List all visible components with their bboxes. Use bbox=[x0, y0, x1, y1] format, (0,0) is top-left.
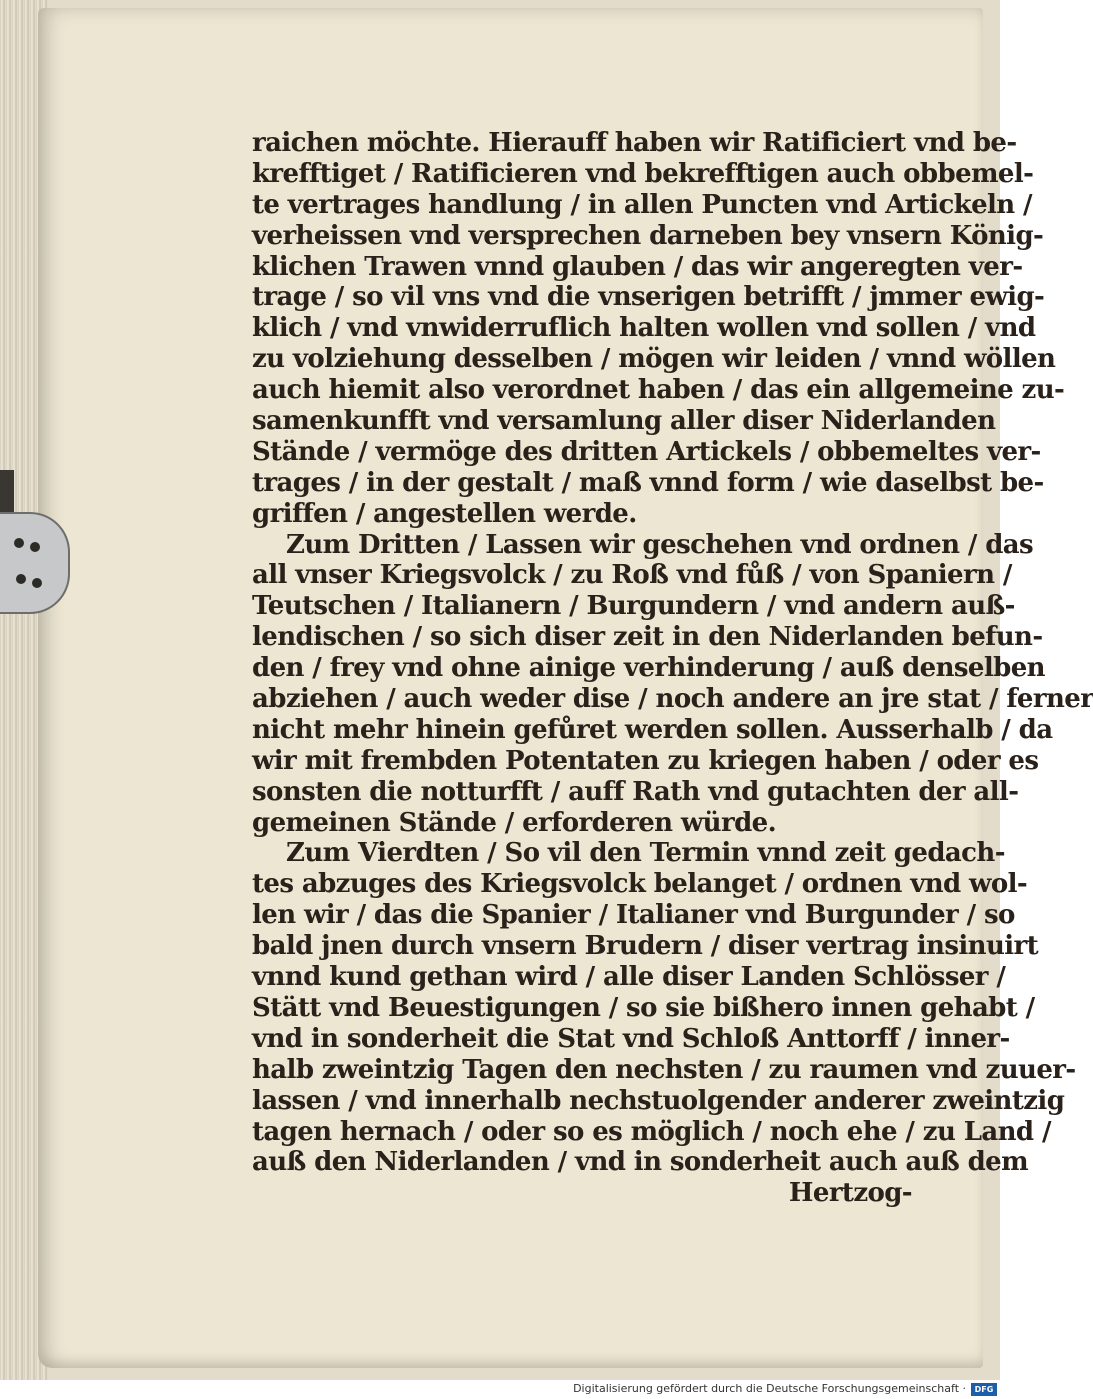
text-line: den / frey vnd ohne ainige verhinderung / auß denselben bbox=[252, 653, 1045, 684]
text-line: bald jnen durch vnsern Brudern / diser vertrag insinuirt bbox=[252, 931, 1039, 962]
text-line: nicht mehr hinein gefůret werden sollen. Ausserhalb / da bbox=[252, 714, 1053, 745]
clasp-rivet bbox=[30, 542, 40, 552]
text-line: zu volziehung desselben / mögen wir leiden / vnnd wöllen bbox=[252, 344, 1056, 375]
catchword: Hertzog- bbox=[788, 1178, 912, 1209]
text-line: Stände / vermöge des dritten Artickels / obbemeltes ver- bbox=[252, 436, 1041, 467]
text-line: vnd in sonderheit die Stat vnd Schloß Anttorff / inner- bbox=[252, 1023, 1010, 1054]
text-line: len wir / das die Spanier / Italianer vnd Burgunder / so bbox=[252, 900, 1015, 931]
body-text bbox=[252, 128, 1093, 1209]
paragraph-start-line: Zum Vierdten / So vil den Termin vnnd zeit gedach- bbox=[286, 838, 1005, 869]
clasp-rivet bbox=[32, 578, 42, 588]
text-line: trages / in der gestalt / maß vnnd form / wie daselbst be- bbox=[252, 467, 1044, 498]
text-line: krefftiget / Ratificieren vnd bekrefftigen auch obbemel- bbox=[252, 158, 1034, 189]
text-line: halb zweintzig Tagen den nechsten / zu raumen vnd zuuer- bbox=[252, 1054, 1076, 1085]
text-line: auch hiemit also verordnet haben / das ein allgemeine zu- bbox=[252, 375, 1065, 406]
text-line: tes abzuges des Kriegsvolck belanget / ordnen vnd wol- bbox=[252, 869, 1028, 900]
text-line: wir mit frembden Potentaten zu kriegen haben / oder es bbox=[252, 745, 1039, 776]
clasp-rivet bbox=[16, 574, 26, 584]
text-line: raichen möchte. Hierauff haben wir Ratificiert vnd be- bbox=[252, 128, 1017, 158]
text-line: vnnd kund gethan wird / alle diser Landen Schlösser / bbox=[252, 962, 1006, 993]
text-line: tagen hernach / oder so es möglich / noch ehe / zu Land / bbox=[252, 1116, 1051, 1147]
text-line: sonsten die notturfft / auff Rath vnd gutachten der all- bbox=[252, 776, 1019, 807]
text-line: lendischen / so sich diser zeit in den Niderlanden befun- bbox=[252, 622, 1043, 653]
text-line: all vnser Kriegsvolck / zu Roß vnd fůß / von Spaniern / bbox=[252, 560, 1012, 591]
text-line: samenkunfft vnd versamlung aller diser Niderlanden bbox=[252, 406, 996, 437]
text-line: klich / vnd vnwiderruflich halten wollen vnd sollen / vnd bbox=[252, 313, 1036, 344]
text-line: griffen / angestellen werde. bbox=[252, 498, 637, 529]
text-line: te vertrages handlung / in allen Puncten vnd Artickeln / bbox=[252, 189, 1032, 220]
text-line: Stätt vnd Beuestigungen / so sie bißhero innen gehabt / bbox=[252, 992, 1035, 1023]
text-line: gemeinen Stände / erforderen würde. bbox=[252, 807, 777, 838]
text-line: auß den Niderlanden / vnd in sonderheit auch auß dem bbox=[252, 1147, 1029, 1178]
funding-notice: Digitalisierung gefördert durch die Deutsche Forschungsgemeinschaft · bbox=[573, 1382, 966, 1395]
text-line: klichen Trawen vnnd glauben / das wir angeregten ver- bbox=[252, 251, 1023, 282]
paragraph-start-line: Zum Dritten / Lassen wir geschehen vnd ordnen / das bbox=[286, 529, 1034, 560]
clasp-rivet bbox=[14, 538, 24, 548]
footer-bar bbox=[0, 1380, 1000, 1399]
dfg-logo: DFG bbox=[971, 1383, 997, 1396]
book-clasp bbox=[0, 512, 70, 614]
text-line: trage / so vil vns vnd die vnserigen betrifft / jmmer ewig- bbox=[252, 282, 1045, 313]
text-line: lassen / vnd innerhalb nechstuolgender anderer zweintzig bbox=[252, 1085, 1065, 1116]
text-line: Teutschen / Italianern / Burgundern / vnd andern auß- bbox=[252, 591, 1015, 622]
text-line: abziehen / auch weder dise / noch andere an jre stat / ferner bbox=[252, 684, 1093, 715]
text-line: verheissen vnd versprechen darneben bey vnsern König- bbox=[252, 220, 1044, 251]
